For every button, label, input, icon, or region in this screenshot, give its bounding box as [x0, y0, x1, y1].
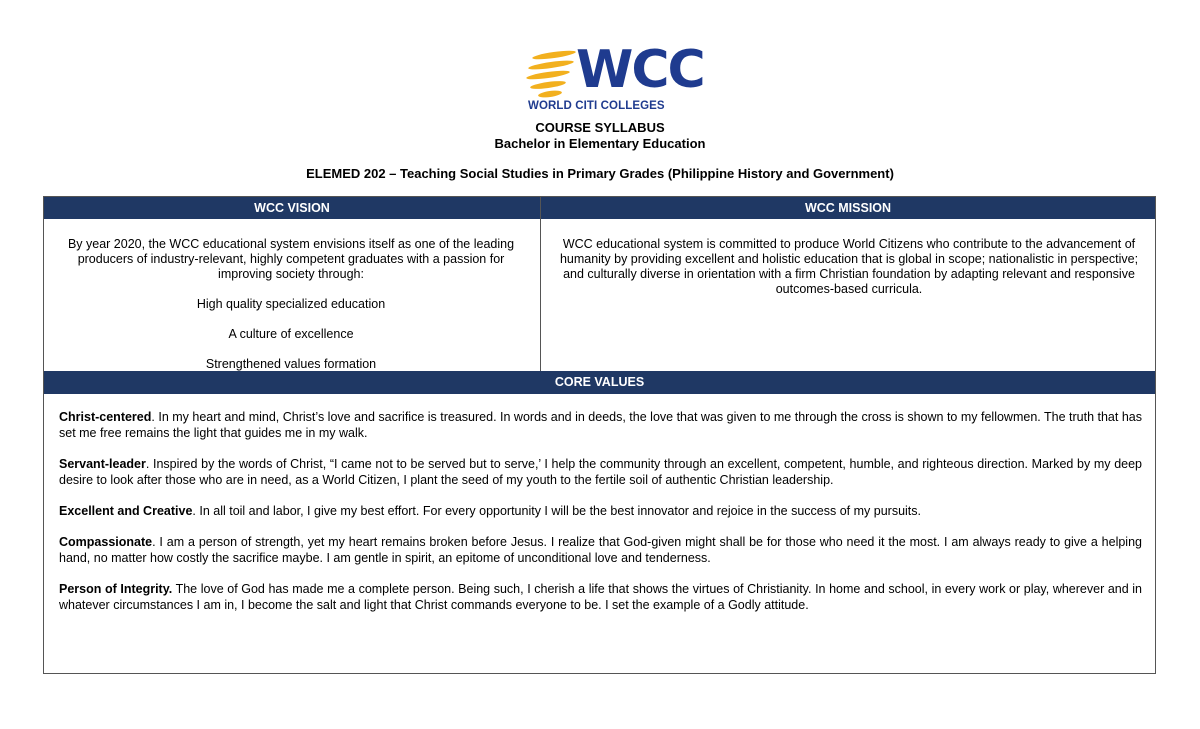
logo-college-name: WORLD CITI COLLEGES: [528, 100, 665, 112]
vision-mission-table: [43, 196, 1156, 674]
core-value-name: Excellent and Creative: [59, 504, 193, 518]
core-value-name: Christ-centered: [59, 410, 152, 424]
core-value-item: [59, 503, 1142, 519]
core-value-text: . In all toil and labor, I give my best effort. For every opportunity I will be the best innovator and rejoice in the success of my pursuits.: [192, 504, 922, 518]
core-value-text: . I am a person of strength, yet my heart remains broken before Jesus. I realize that God-given might shall be for those who need it the most. I am always ready to give a helping hand, no matter how costly the sacrifice maybe. I am gentle in spirit, an epitome of unconditional love and tenderness.: [59, 535, 1142, 565]
core-value-item: [59, 456, 1142, 488]
vision-point: A culture of excellence: [228, 327, 354, 341]
program-name: Bachelor in Elementary Education: [494, 136, 706, 151]
core-value-text: The love of God has made me a complete person. Being such, I cherish a life that shows the virtues of Christianity. In home and school, in every work or play, wherever and in whatever circumstances I am in, I become the salt and light that Christ commands everyone to be. I set the example of a Godly attitude.: [59, 582, 1142, 612]
syllabus-title: COURSE SYLLABUS: [535, 120, 665, 135]
course-title: ELEMED 202 – Teaching Social Studies in Primary Grades (Philippine History and Government): [306, 166, 894, 181]
column-divider: [540, 197, 541, 371]
core-value-item: [59, 581, 1142, 613]
wcc-logo: [526, 40, 704, 118]
mission-heading: WCC MISSION: [541, 197, 1155, 219]
core-value-text: . Inspired by the words of Christ, “I came not to be served but to serve,’ I help the community through an excellent, competent, humble, and righteous direction. Marked by my deep desire to look after those who are in need, as a World Citizen, I plant the seed of my youth to the fertile soil of authentic Christian leadership.: [59, 457, 1142, 487]
core-values-heading: CORE VALUES: [44, 371, 1155, 394]
logo-letters: WCC: [576, 40, 704, 100]
logo-swoosh-icon: [526, 46, 582, 98]
vision-cell: [66, 237, 516, 387]
core-value-name: Servant-leader: [59, 457, 146, 471]
core-value-item: [59, 409, 1142, 441]
core-value-name: Person of Integrity.: [59, 582, 173, 596]
core-value-text: . In my heart and mind, Christ’s love and sacrifice is treasured. In words and in deeds, the love that was given to me through the cross is shown to my fellowmen. The truth that has set me free remains the light that guides me in my walk.: [59, 410, 1142, 440]
core-value-name: Compassionate: [59, 535, 153, 549]
mission-statement: WCC educational system is committed to produce World Citizens who contribute to the advancement of humanity by providing excellent and holistic education that is global in scope; nationalistic in perspective; and culturally diverse in orientation with a firm Christian foundation by adapting relevant and responsive outcomes-based curricula.: [559, 237, 1139, 296]
vision-statement: By year 2020, the WCC educational system envisions itself as one of the leading producers of industry-relevant, highly competent graduates with a passion for improving society through:: [67, 237, 515, 281]
vision-point: Strengthened values formation: [205, 357, 377, 371]
vision-point: High quality specialized education: [196, 297, 386, 311]
core-values-list: [59, 409, 1142, 628]
vision-heading: WCC VISION: [44, 197, 540, 219]
core-value-item: [59, 534, 1142, 566]
